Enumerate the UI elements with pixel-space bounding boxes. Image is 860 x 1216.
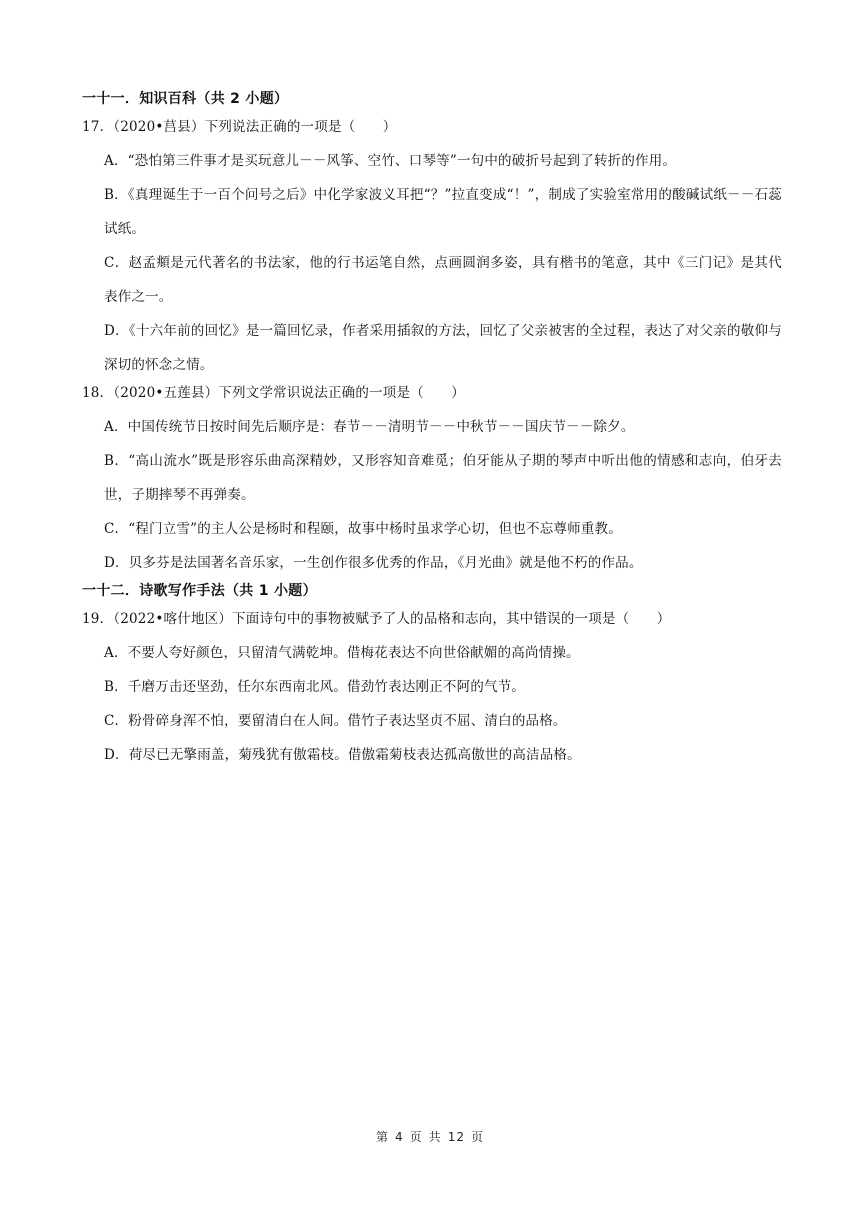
page-footer	[0, 1128, 860, 1145]
option-b: B．“高山流水”既是形容乐曲高深精妙，又形容知音难觅；伯牙能从子期的琴声中听出他的情感和志向，伯牙去世，子期摔琴不再弹奏。	[104, 453, 782, 503]
question-stem: 17．（2020•莒县）下列说法正确的一项是（ ）	[82, 119, 397, 135]
option-d: D．贝多芬是法国著名音乐家，一生创作很多优秀的作品，《月光曲》就是他不朽的作品。	[104, 555, 643, 571]
footer-text: 页	[409, 1130, 423, 1144]
option-d: D．《十六年前的回忆》是一篇回忆录，作者采用插叙的方法，回忆了父亲被害的全过程，表达了对父亲的敬仰与深切的怀念之情。	[104, 323, 782, 373]
section-title-12: 一十二．诗歌写作手法（共 1 小题）	[82, 583, 317, 599]
option-c: C．“程门立雪”的主人公是杨时和程颐，故事中杨时虽求学心切，但也不忘尊师重教。	[104, 521, 622, 537]
question-19	[82, 608, 782, 772]
option-d: D．荷尽已无擎雨盖，菊残犹有傲霜枝。借傲霜菊枝表达孤高傲世的高洁品格。	[104, 747, 581, 763]
total-page-number: 12	[447, 1130, 465, 1144]
footer-text: 第	[376, 1130, 390, 1144]
question-18	[82, 382, 782, 580]
section-title-11: 一十一．知识百科（共 2 小题）	[82, 91, 289, 107]
option-b: B．千磨万击还坚劲，任尔东西南北风。借劲竹表达刚正不阿的气节。	[104, 679, 526, 695]
current-page-number: 4	[395, 1130, 404, 1144]
option-a: A．中国传统节日按时间先后顺序是：春节－－清明节－－中秋节－－国庆节－－除夕。	[104, 419, 635, 435]
footer-text: 共	[428, 1130, 442, 1144]
question-stem: 19．（2022•喀什地区）下面诗句中的事物被赋予了人的品格和志向，其中错误的一项是（ ）	[82, 611, 671, 627]
option-a: A．“恐怕第三件事才是买玩意儿－－风筝、空竹、口琴等”一句中的破折号起到了转折的作用。	[104, 153, 677, 169]
option-a: A．不要人夸好颜色，只留清气满乾坤。借梅花表达不向世俗献媚的高尚情操。	[104, 645, 580, 661]
footer-text: 页	[470, 1130, 484, 1144]
option-b: B．《真理诞生于一百个问号之后》中化学家波义耳把“？”拉直变成“！”，制成了实验室常用的酸碱试纸－－石蕊试纸。	[104, 187, 782, 237]
question-stem: 18．（2020•五莲县）下列文学常识说法正确的一项是（ ）	[82, 385, 465, 401]
document-content	[82, 88, 782, 772]
question-17	[82, 116, 782, 382]
option-c: C．赵孟頫是元代著名的书法家，他的行书运笔自然，点画圆润多姿，具有楷书的笔意，其中《三门记》是其代表作之一。	[104, 255, 782, 305]
option-c: C．粉骨碎身浑不怕，要留清白在人间。借竹子表达坚贞不屈、清白的品格。	[104, 713, 567, 729]
